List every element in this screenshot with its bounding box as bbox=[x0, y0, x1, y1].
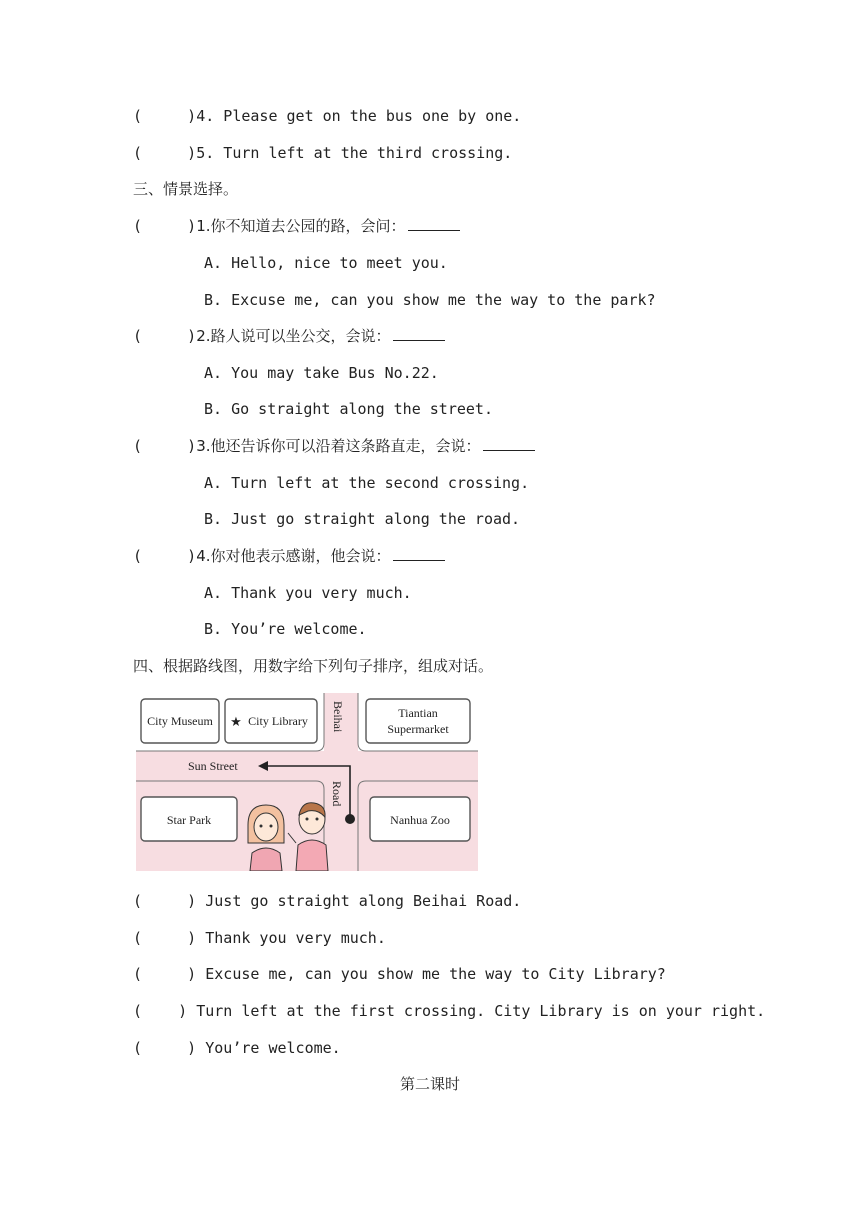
answer-blank[interactable] bbox=[483, 436, 535, 451]
item-text: Turn left at the first crossing. City Library is on your right. bbox=[187, 1002, 766, 1020]
answer-paren[interactable]: ( ) bbox=[133, 437, 197, 455]
answer-paren[interactable]: ( ) bbox=[133, 144, 197, 162]
dialogue-item bbox=[133, 1038, 341, 1058]
answer-blank[interactable] bbox=[408, 216, 460, 231]
answer-paren[interactable]: ( ) bbox=[133, 1002, 188, 1020]
option-b: B. Just go straight along the road. bbox=[204, 510, 521, 528]
dialogue-item bbox=[133, 964, 666, 984]
exercise-item bbox=[133, 106, 521, 126]
stem-text: 3.他还告诉你可以沿着这条路直走，会说： bbox=[196, 437, 481, 455]
city-library-label: City Library bbox=[248, 714, 308, 728]
girl-figure bbox=[248, 805, 284, 871]
dialogue-item bbox=[133, 928, 386, 948]
dialogue-item bbox=[133, 891, 521, 911]
option-a: A. Hello, nice to meet you. bbox=[204, 254, 448, 272]
answer-paren[interactable]: ( ) bbox=[133, 217, 197, 235]
answer-paren[interactable]: ( ) bbox=[133, 929, 197, 947]
answer-paren[interactable]: ( ) bbox=[133, 892, 197, 910]
question-stem bbox=[133, 216, 460, 236]
exercise-item bbox=[133, 143, 512, 163]
road-label: Road bbox=[330, 781, 344, 807]
option-a: A. Turn left at the second crossing. bbox=[204, 474, 530, 492]
option-b: B. You’re welcome. bbox=[204, 620, 367, 638]
tiantian-label-1: Tiantian bbox=[398, 706, 438, 720]
question-stem bbox=[133, 436, 535, 456]
question-stem bbox=[133, 326, 445, 346]
option-b: B. Go straight along the street. bbox=[204, 400, 493, 418]
start-point bbox=[345, 814, 355, 824]
stem-text: 1.你不知道去公园的路，会问： bbox=[196, 217, 406, 235]
item-text: 4. Please get on the bus one by one. bbox=[196, 107, 522, 125]
page-footer: 第二课时 bbox=[399, 1075, 460, 1093]
answer-paren[interactable]: ( ) bbox=[133, 1039, 197, 1057]
route-map bbox=[136, 693, 478, 871]
option-b: B. Excuse me, can you show me the way to the park? bbox=[204, 291, 656, 309]
option-a: A. You may take Bus No.22. bbox=[204, 364, 439, 382]
item-text: Excuse me, can you show me the way to City Library? bbox=[196, 965, 666, 983]
section-heading: 三、情景选择。 bbox=[133, 180, 239, 198]
answer-paren[interactable]: ( ) bbox=[133, 327, 197, 345]
nanhua-zoo-label: Nanhua Zoo bbox=[390, 813, 450, 827]
question-stem bbox=[133, 546, 445, 566]
section-heading: 四、根据路线图，用数字给下列句子排序，组成对话。 bbox=[133, 657, 494, 675]
star-icon: ★ bbox=[230, 715, 242, 730]
answer-paren[interactable]: ( ) bbox=[133, 965, 197, 983]
star-park-label: Star Park bbox=[166, 813, 212, 827]
answer-paren[interactable]: ( ) bbox=[133, 547, 197, 565]
answer-blank[interactable] bbox=[393, 326, 445, 341]
option-a: A. Thank you very much. bbox=[204, 584, 412, 602]
sun-street-label: Sun Street bbox=[188, 759, 238, 773]
dialogue-item bbox=[133, 1001, 765, 1021]
city-museum-label: City Museum bbox=[147, 714, 213, 728]
answer-paren[interactable]: ( ) bbox=[133, 107, 197, 125]
stem-text: 2.路人说可以坐公交，会说： bbox=[196, 327, 391, 345]
answer-blank[interactable] bbox=[393, 546, 445, 561]
item-text: You’re welcome. bbox=[196, 1039, 341, 1057]
stem-text: 4.你对他表示感谢，他会说： bbox=[196, 547, 391, 565]
item-text: Just go straight along Beihai Road. bbox=[196, 892, 522, 910]
item-text: Thank you very much. bbox=[196, 929, 386, 947]
beihai-label: Beihai bbox=[331, 701, 345, 733]
tiantian-label-2: Supermarket bbox=[387, 722, 449, 736]
item-text: 5. Turn left at the third crossing. bbox=[196, 144, 513, 162]
